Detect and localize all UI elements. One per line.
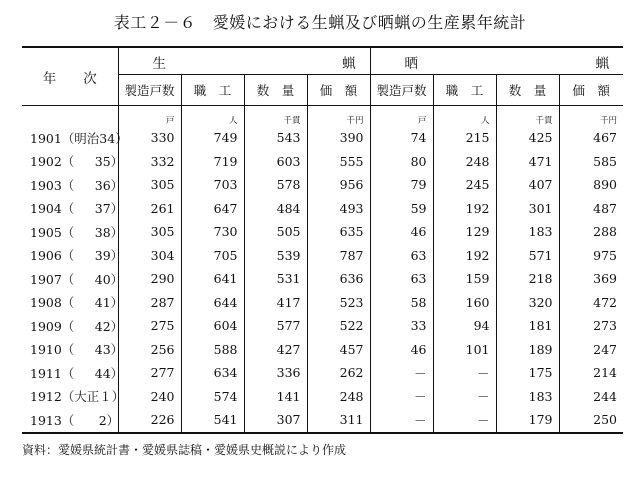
value-cell: 484 — [244, 197, 307, 221]
table-row — [22, 244, 623, 268]
value-cell: 192 — [433, 244, 496, 268]
value-cell: 183 — [496, 220, 559, 244]
value-cell: 703 — [181, 173, 244, 197]
value-cell: － — [370, 361, 433, 385]
value-cell: 407 — [496, 173, 559, 197]
value-cell: 604 — [181, 314, 244, 338]
value-cell: 129 — [433, 220, 496, 244]
value-cell: 63 — [370, 267, 433, 291]
unit-label: 人 — [433, 106, 496, 127]
value-cell: 248 — [433, 150, 496, 174]
value-cell: 192 — [433, 197, 496, 221]
value-cell: 58 — [370, 291, 433, 315]
value-cell: 425 — [496, 126, 559, 150]
table-row — [22, 197, 623, 221]
value-cell: － — [433, 361, 496, 385]
unit-label: 人 — [181, 106, 244, 127]
value-cell: 189 — [496, 338, 559, 362]
value-cell: 275 — [118, 314, 181, 338]
year-cell: 1904（ 37） — [22, 197, 118, 221]
table-row — [22, 126, 623, 150]
column-header: 価 額 — [559, 75, 623, 106]
year-cell: 1908（ 41） — [22, 291, 118, 315]
value-cell: 287 — [118, 291, 181, 315]
value-cell: 636 — [307, 267, 370, 291]
raw-wax-group-header: 生 蝋 — [118, 47, 370, 75]
table-row — [22, 385, 623, 409]
column-header: 数 量 — [496, 75, 559, 106]
value-cell: 531 — [244, 267, 307, 291]
value-cell: 493 — [307, 197, 370, 221]
value-cell: 215 — [433, 126, 496, 150]
table-title: 表工２－６ 愛媛における生蝋及び晒蝋の生産累年統計 — [113, 13, 527, 32]
value-cell: 705 — [181, 244, 244, 268]
value-cell: 218 — [496, 267, 559, 291]
value-cell: 719 — [181, 150, 244, 174]
value-cell: － — [433, 385, 496, 409]
value-cell: 94 — [433, 314, 496, 338]
value-cell: 505 — [244, 220, 307, 244]
value-cell: 487 — [593, 200, 617, 216]
value-cell: 427 — [244, 338, 307, 362]
unit-label: 千円 — [307, 106, 370, 127]
value-cell: 301 — [496, 197, 559, 221]
table-row — [22, 408, 623, 433]
column-header: 数 量 — [244, 75, 307, 106]
value-cell: 647 — [181, 197, 244, 221]
value-cell: 390 — [307, 126, 370, 150]
value-cell: 472 — [593, 294, 617, 310]
value-cell: 555 — [307, 150, 370, 174]
value-cell: 457 — [307, 338, 370, 362]
source-note: 資料：愛媛県統計書・愛媛県誌稿・愛媛県史概説により作成 — [22, 443, 347, 457]
value-cell: 332 — [118, 150, 181, 174]
value-cell: 160 — [433, 291, 496, 315]
year-cell: 1909（ 42） — [22, 314, 118, 338]
year-cell: 1901（明治34） — [22, 126, 118, 150]
value-cell: 585 — [593, 153, 617, 169]
unit-label: 千貫 — [496, 106, 559, 127]
unit-label: 戸 — [370, 106, 433, 127]
value-cell: 644 — [181, 291, 244, 315]
value-cell: 539 — [244, 244, 307, 268]
value-cell: 46 — [370, 220, 433, 244]
value-cell: － — [370, 385, 433, 409]
value-cell: 305 — [118, 173, 181, 197]
column-header: 職 工 — [181, 75, 244, 106]
value-cell: 588 — [181, 338, 244, 362]
year-cell: 1902（ 35） — [22, 150, 118, 174]
value-cell: 181 — [496, 314, 559, 338]
column-header: 製造戸数 — [118, 75, 181, 106]
value-cell: 543 — [244, 126, 307, 150]
value-cell: 634 — [181, 361, 244, 385]
table-row — [22, 361, 623, 385]
value-cell: 577 — [244, 314, 307, 338]
value-cell: 641 — [181, 267, 244, 291]
value-cell: 523 — [307, 291, 370, 315]
value-cell: 975 — [593, 247, 617, 263]
year-cell: 1913（ 2） — [22, 408, 118, 433]
value-cell: 305 — [118, 220, 181, 244]
table-row — [22, 291, 623, 315]
value-cell: 248 — [307, 385, 370, 409]
bleached-wax-group-header: 晒 蝋 — [370, 47, 623, 75]
value-cell: 369 — [593, 271, 617, 287]
value-cell: 574 — [181, 385, 244, 409]
column-header: 職 工 — [433, 75, 496, 106]
value-cell: － — [370, 408, 433, 433]
value-cell: 330 — [118, 126, 181, 150]
value-cell: 277 — [118, 361, 181, 385]
table-row — [22, 267, 623, 291]
value-cell: 79 — [370, 173, 433, 197]
value-cell: 336 — [244, 361, 307, 385]
value-cell: 262 — [307, 361, 370, 385]
year-cell: 1905（ 38） — [22, 220, 118, 244]
value-cell: 890 — [593, 177, 617, 193]
value-cell: 603 — [244, 150, 307, 174]
value-cell: 307 — [244, 408, 307, 433]
value-cell: 749 — [181, 126, 244, 150]
value-cell: 787 — [307, 244, 370, 268]
table-row — [22, 150, 623, 174]
value-cell: 59 — [370, 197, 433, 221]
table-row — [22, 220, 623, 244]
value-cell: 183 — [496, 385, 559, 409]
value-cell: 74 — [370, 126, 433, 150]
table-row — [22, 314, 623, 338]
value-cell: 467 — [593, 130, 617, 146]
value-cell: 304 — [118, 244, 181, 268]
column-header: 価 額 — [307, 75, 370, 106]
value-cell: 541 — [181, 408, 244, 433]
value-cell: 245 — [433, 173, 496, 197]
value-cell: 240 — [118, 385, 181, 409]
year-cell: 1907（ 40） — [22, 267, 118, 291]
value-cell: 247 — [593, 341, 617, 357]
value-cell: 571 — [496, 244, 559, 268]
value-cell: 522 — [307, 314, 370, 338]
wax-production-table — [22, 46, 623, 434]
value-cell: 578 — [244, 173, 307, 197]
value-cell: 159 — [433, 267, 496, 291]
year-cell: 1910（ 43） — [22, 338, 118, 362]
value-cell: 471 — [496, 150, 559, 174]
year-cell: 1911（ 44） — [22, 361, 118, 385]
value-cell: 956 — [307, 173, 370, 197]
value-cell: 179 — [496, 408, 559, 433]
table-row — [22, 338, 623, 362]
value-cell: 101 — [433, 338, 496, 362]
column-header: 製造戸数 — [370, 75, 433, 106]
value-cell: 320 — [496, 291, 559, 315]
unit-label: 千貫 — [244, 106, 307, 127]
value-cell: 63 — [370, 244, 433, 268]
value-cell: 635 — [307, 220, 370, 244]
value-cell: 46 — [370, 338, 433, 362]
value-cell: － — [433, 408, 496, 433]
value-cell: 175 — [496, 361, 559, 385]
value-cell: 33 — [370, 314, 433, 338]
value-cell: 250 — [593, 412, 617, 428]
value-cell: 311 — [307, 408, 370, 433]
year-cell: 1903（ 36） — [22, 173, 118, 197]
value-cell: 273 — [593, 318, 617, 334]
value-cell: 417 — [244, 291, 307, 315]
year-header: 年 次 — [22, 47, 118, 106]
table-row — [22, 173, 623, 197]
year-cell: 1906（ 39） — [22, 244, 118, 268]
year-cell: 1912（大正１） — [22, 385, 118, 409]
value-cell: 256 — [118, 338, 181, 362]
unit-label: 千円 — [599, 116, 617, 126]
value-cell: 141 — [244, 385, 307, 409]
value-cell: 226 — [118, 408, 181, 433]
value-cell: 730 — [181, 220, 244, 244]
value-cell: 261 — [118, 197, 181, 221]
unit-label: 戸 — [118, 106, 181, 127]
value-cell: 290 — [118, 267, 181, 291]
value-cell: 80 — [370, 150, 433, 174]
value-cell: 214 — [593, 365, 617, 381]
value-cell: 288 — [593, 224, 617, 240]
value-cell: 244 — [593, 388, 617, 404]
